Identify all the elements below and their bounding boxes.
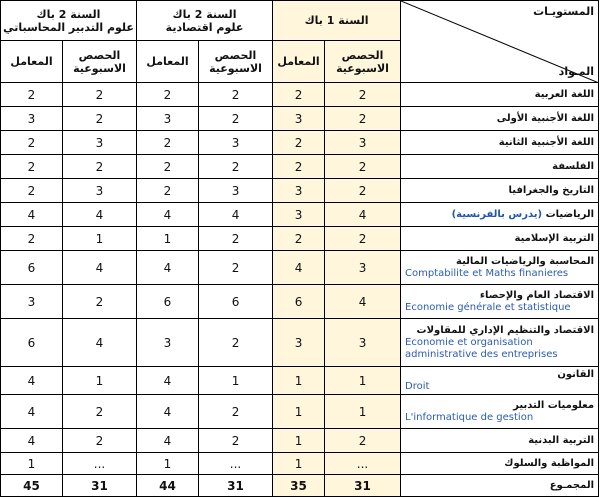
- acc-hours-header: [63, 41, 137, 83]
- y1-hours-header: [325, 41, 401, 83]
- eco-coef-cell: 3: [137, 319, 199, 367]
- acc-hours-cell: 2: [63, 83, 137, 107]
- acc-hours-cell: 4: [63, 203, 137, 227]
- y1-coef-cell: 1: [273, 367, 325, 395]
- total-label: [401, 475, 599, 497]
- y1-coef-cell: 3: [273, 179, 325, 203]
- acc-coef-cell: 2: [1, 227, 63, 251]
- year2-accounting-header: [1, 1, 137, 41]
- table-row: [1, 319, 599, 367]
- eco-hours-header: [199, 41, 273, 83]
- eco-coef-header: المعامل: [137, 41, 199, 83]
- subject-cell: [401, 203, 599, 227]
- y1-coef-cell: 6: [273, 285, 325, 319]
- eco-hours-cell: 6: [199, 285, 273, 319]
- eco-hours-header-line1: الحصص: [214, 48, 257, 62]
- y1-hours-cell: 3: [325, 319, 401, 367]
- subject-cell: [401, 83, 599, 107]
- y1-coef-cell: 1: [273, 429, 325, 453]
- y1-coef-cell: 3: [273, 319, 325, 367]
- subject-cell: [401, 319, 599, 367]
- subject-french: Droit: [405, 381, 430, 392]
- eco-hours-cell: 2: [199, 83, 273, 107]
- eco-coef-cell: 4: [137, 251, 199, 285]
- subject-arabic-name: معلوميات التدبير: [513, 400, 595, 411]
- table-row: [1, 429, 599, 453]
- subjects-label: المـواد: [558, 65, 595, 78]
- eco-hours-cell: 2: [199, 395, 273, 429]
- acc-coef-cell: 3: [1, 107, 63, 131]
- table-row: [1, 203, 599, 227]
- subject-cell: [401, 179, 599, 203]
- subject-arabic-name: المواظبة والسلوك: [504, 458, 595, 469]
- eco-coef-cell: 4: [137, 203, 199, 227]
- table-row: [1, 227, 599, 251]
- acc-coef-cell: 2: [1, 179, 63, 203]
- table-row: [1, 367, 599, 395]
- y1-hours-cell: 2: [325, 227, 401, 251]
- acc-hours-cell: 1: [63, 367, 137, 395]
- subject-arabic-name: الاقتصاد العام والإحصاء: [479, 290, 595, 301]
- y1-coef-cell: 2: [273, 155, 325, 179]
- acc-coef-header: المعامل: [1, 41, 63, 83]
- subject-arabic: [405, 255, 594, 268]
- table-row: [1, 251, 599, 285]
- subject-arabic-name: التربية الإسلامية: [514, 233, 595, 244]
- year1-title: السنة 1 باك: [304, 14, 369, 27]
- acc-coef-cell: 2: [1, 131, 63, 155]
- subject-french: L'informatique de gestion: [405, 412, 534, 423]
- subject-cell: [401, 285, 599, 319]
- acc-hours-cell: 2: [63, 155, 137, 179]
- y1-hours-cell: 3: [325, 251, 401, 285]
- eco-hours-cell: 3: [199, 131, 273, 155]
- subject-cell: [401, 107, 599, 131]
- eco-hours-cell: 2: [199, 251, 273, 285]
- eco-hours-cell: 4: [199, 203, 273, 227]
- y1-coef-cell: 3: [273, 203, 325, 227]
- acc-hours-cell: 1: [63, 227, 137, 251]
- subject-arabic: [405, 160, 594, 173]
- subject-arabic-name: التربية البدنية: [528, 435, 595, 446]
- y1-hours-cell: 4: [325, 203, 401, 227]
- acc-hours-cell: 2: [63, 395, 137, 429]
- acc-hours-header-line1: الحصص: [78, 48, 121, 62]
- subject-arabic-name: اللغة الأجنبية الثانية: [498, 137, 595, 148]
- table-row: [1, 107, 599, 131]
- acc-coef-cell: 4: [1, 203, 63, 227]
- eco-hours-cell: 2: [199, 429, 273, 453]
- subject-arabic: [405, 434, 594, 447]
- acc-hours-cell: 2: [63, 107, 137, 131]
- table-row: [1, 83, 599, 107]
- eco-coef-cell: 3: [137, 107, 199, 131]
- subject-arabic: [405, 88, 594, 101]
- acc-hours-header-line2: الاسبوعية: [73, 61, 126, 75]
- total-acc-hours-cell: 31: [63, 475, 137, 497]
- total-acc-coef-cell: 45: [1, 475, 63, 497]
- y1-hours-cell: 1: [325, 367, 401, 395]
- eco-coef-cell: 4: [137, 429, 199, 453]
- table-row: [1, 131, 599, 155]
- subject-french: Comptabilite et Maths finanieres: [405, 268, 569, 279]
- y1-hours-cell: 4: [325, 285, 401, 319]
- eco-hours-cell: 2: [199, 155, 273, 179]
- eco-hours-cell: 2: [199, 107, 273, 131]
- table-row: [1, 155, 599, 179]
- subject-arabic-name: الاقتصاد والتنظيم الإداري للمقاولات: [416, 325, 595, 336]
- y1-coef-cell: 2: [273, 83, 325, 107]
- eco-hours-cell: 3: [199, 179, 273, 203]
- subject-cell: [401, 155, 599, 179]
- subject-cell: [401, 395, 599, 429]
- table-row: [1, 395, 599, 429]
- subject-arabic-name: الرياضيات: [545, 209, 595, 220]
- acc-coef-cell: 4: [1, 429, 63, 453]
- eco-hours-cell: 2: [199, 319, 273, 367]
- y1-hours-cell: 3: [325, 131, 401, 155]
- subject-cell: [401, 367, 599, 395]
- acc-hours-cell: 4: [63, 319, 137, 367]
- acc-hours-cell: ...: [63, 453, 137, 475]
- eco-hours-header-line2: الاسبوعية: [209, 61, 262, 75]
- eco-coef-cell: 2: [137, 83, 199, 107]
- acc-coef-cell: 4: [1, 367, 63, 395]
- eco-coef-cell: 2: [137, 155, 199, 179]
- eco-coef-cell: 1: [137, 453, 199, 475]
- y1-coef-cell: 2: [273, 131, 325, 155]
- subject-arabic-name: اللغة العربية: [534, 89, 595, 100]
- acc-hours-cell: 3: [63, 179, 137, 203]
- y1-hours-cell: 2: [325, 155, 401, 179]
- y1-hours-cell: ...: [325, 453, 401, 475]
- y1-coef-cell: 2: [273, 227, 325, 251]
- subject-arabic-name: الفلسفة: [552, 161, 595, 172]
- subject-arabic: [405, 399, 594, 412]
- y1-coef-cell: 1: [273, 395, 325, 429]
- subject-arabic: [405, 208, 594, 221]
- year2-economics-header: [137, 1, 273, 41]
- y1-hours-cell: 2: [325, 83, 401, 107]
- acc-coef-cell: 6: [1, 251, 63, 285]
- y1-hours-cell: 2: [325, 107, 401, 131]
- total-row: [1, 475, 599, 497]
- subject-language-note: (يدرس بالفرنسية): [451, 209, 543, 220]
- acc-hours-cell: 2: [63, 429, 137, 453]
- acc-hours-cell: 3: [63, 131, 137, 155]
- eco-hours-cell: 1: [199, 367, 273, 395]
- y1-coef-cell: 1: [273, 453, 325, 475]
- total-y1-hours-cell: 31: [325, 475, 401, 497]
- total-eco-coef-cell: 44: [137, 475, 199, 497]
- eco-coef-cell: 4: [137, 395, 199, 429]
- year1-header: [273, 1, 401, 41]
- subject-arabic-name: التاريخ والجغرافيا: [508, 185, 595, 196]
- eco-hours-cell: ...: [199, 453, 273, 475]
- total-y1-coef-cell: 35: [273, 475, 325, 497]
- acc-coef-cell: 2: [1, 83, 63, 107]
- total-eco-hours-cell: 31: [199, 475, 273, 497]
- acc-coef-cell: 2: [1, 155, 63, 179]
- y1-coef-header: المعامل: [273, 41, 325, 83]
- subject-arabic: [405, 289, 594, 302]
- subject-arabic-name: القانون: [557, 369, 595, 380]
- subject-arabic: [405, 324, 594, 337]
- y1-hours-cell: 2: [325, 429, 401, 453]
- eco-coef-cell: 2: [137, 179, 199, 203]
- year2-economics-title-line1: السنة 2 باك: [172, 7, 237, 21]
- subject-cell: [401, 251, 599, 285]
- y1-coef-cell: 3: [273, 107, 325, 131]
- acc-coef-cell: 6: [1, 319, 63, 367]
- subject-cell: [401, 453, 599, 475]
- y1-coef-cell: 4: [273, 251, 325, 285]
- acc-hours-cell: 2: [63, 285, 137, 319]
- total-label-text: المجمـوع: [549, 480, 595, 491]
- subject-arabic: [405, 136, 594, 149]
- subject-cell: [401, 227, 599, 251]
- acc-hours-cell: 4: [63, 251, 137, 285]
- subject-arabic: [405, 112, 594, 125]
- subject-cell: [401, 131, 599, 155]
- eco-coef-cell: 6: [137, 285, 199, 319]
- year2-accounting-title-line2: علوم التدبير المحاسباتي: [3, 20, 134, 34]
- subject-french: Economie et organisation administrative des entreprises: [405, 337, 558, 360]
- acc-coef-cell: 4: [1, 395, 63, 429]
- y1-hours-cell: 2: [325, 179, 401, 203]
- eco-coef-cell: 2: [137, 131, 199, 155]
- acc-coef-cell: 1: [1, 453, 63, 475]
- table-row: [1, 285, 599, 319]
- eco-hours-cell: 2: [199, 227, 273, 251]
- subject-cell: [401, 429, 599, 453]
- y1-hours-cell: 1: [325, 395, 401, 429]
- subject-french: Economie générale et statistique: [405, 302, 571, 313]
- subject-arabic: [405, 184, 594, 197]
- subject-arabic: [405, 457, 594, 470]
- eco-coef-cell: 1: [137, 227, 199, 251]
- levels-subjects-corner: [401, 1, 599, 83]
- eco-coef-cell: 4: [137, 367, 199, 395]
- acc-coef-cell: 3: [1, 285, 63, 319]
- subject-arabic: [405, 368, 594, 381]
- subject-arabic-name: المحاسبة والرياضيات المالية: [456, 256, 595, 267]
- subject-arabic: [405, 232, 594, 245]
- subject-arabic-name: اللغة الأجنبية الأولى: [496, 113, 595, 124]
- table-row: [1, 453, 599, 475]
- table-row: [1, 179, 599, 203]
- year2-economics-title-line2: علوم اقتصادية: [165, 20, 244, 34]
- year2-accounting-title-line1: السنة 2 باك: [36, 7, 101, 21]
- y1-hours-header-line1: الحصص: [341, 48, 384, 62]
- levels-label: المستويـات: [533, 5, 595, 18]
- y1-hours-header-line2: الاسبوعية: [336, 61, 389, 75]
